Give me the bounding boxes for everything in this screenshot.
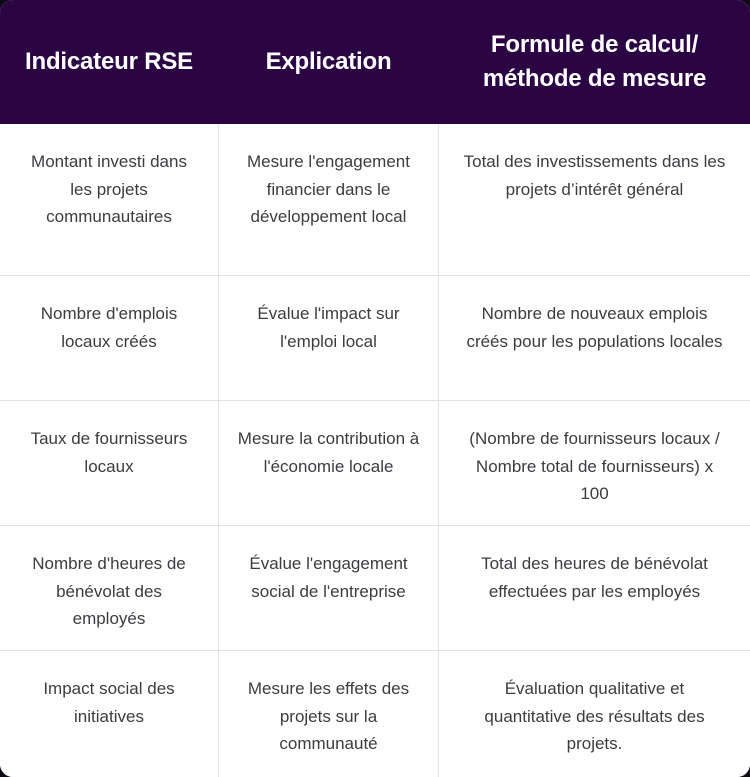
cell-explication	[219, 526, 438, 650]
cell-text: Impact social des initiatives	[43, 679, 175, 726]
cell-text: Mesure les effets des projets sur la communauté	[247, 679, 410, 754]
table-row	[0, 525, 750, 650]
cell-text: Évalue l'impact sur l'emploi local	[257, 304, 400, 351]
table-body	[0, 124, 750, 777]
cell-indicateur	[0, 526, 218, 650]
cell-text: Total des investissements dans les projets d’intérêt général	[463, 152, 726, 199]
cell-explication	[219, 401, 438, 525]
cell-indicateur	[0, 276, 218, 400]
cell-formule	[439, 651, 750, 777]
table-header-row	[0, 0, 750, 124]
column-header-explication: Explication	[265, 47, 392, 75]
cell-formule	[439, 526, 750, 650]
cell-text: Nombre d'emplois locaux créés	[40, 304, 178, 351]
column-header-formule-de-calcul: Formule de calcul/ méthode de mesure	[482, 30, 707, 92]
column-header-indicateur-rse: Indicateur RSE	[25, 47, 193, 75]
cell-formule	[439, 276, 750, 400]
cell-text: Taux de fournisseurs locaux	[30, 429, 188, 476]
cell-text: Évaluation qualitative et quantitative des résultats des projets.	[484, 679, 705, 754]
cell-text: Total des heures de bénévolat effectuées par les employés	[481, 554, 708, 601]
cell-explication	[219, 124, 438, 275]
cell-indicateur	[0, 124, 218, 275]
table-row	[0, 124, 750, 275]
cell-text: Nombre d'heures de bénévolat des employés	[32, 554, 186, 629]
cell-text: Nombre de nouveaux emplois créés pour les populations locales	[466, 304, 723, 351]
cell-text: Évalue l'engagement social de l'entreprise	[249, 554, 408, 601]
cell-text: Montant investi dans les projets communautaires	[31, 152, 187, 227]
cell-formule	[439, 124, 750, 275]
cell-indicateur	[0, 651, 218, 777]
table-row	[0, 650, 750, 777]
cell-text: (Nombre de fournisseurs locaux / Nombre total de fournisseurs) x 100	[469, 429, 720, 504]
cell-explication	[219, 651, 438, 777]
cell-formule	[439, 401, 750, 525]
cell-text: Mesure l'engagement financier dans le développement local	[247, 152, 410, 227]
cell-indicateur	[0, 401, 218, 525]
table-row	[0, 275, 750, 400]
table-row	[0, 400, 750, 525]
cell-text: Mesure la contribution à l'économie locale	[237, 429, 420, 476]
cell-explication	[219, 276, 438, 400]
